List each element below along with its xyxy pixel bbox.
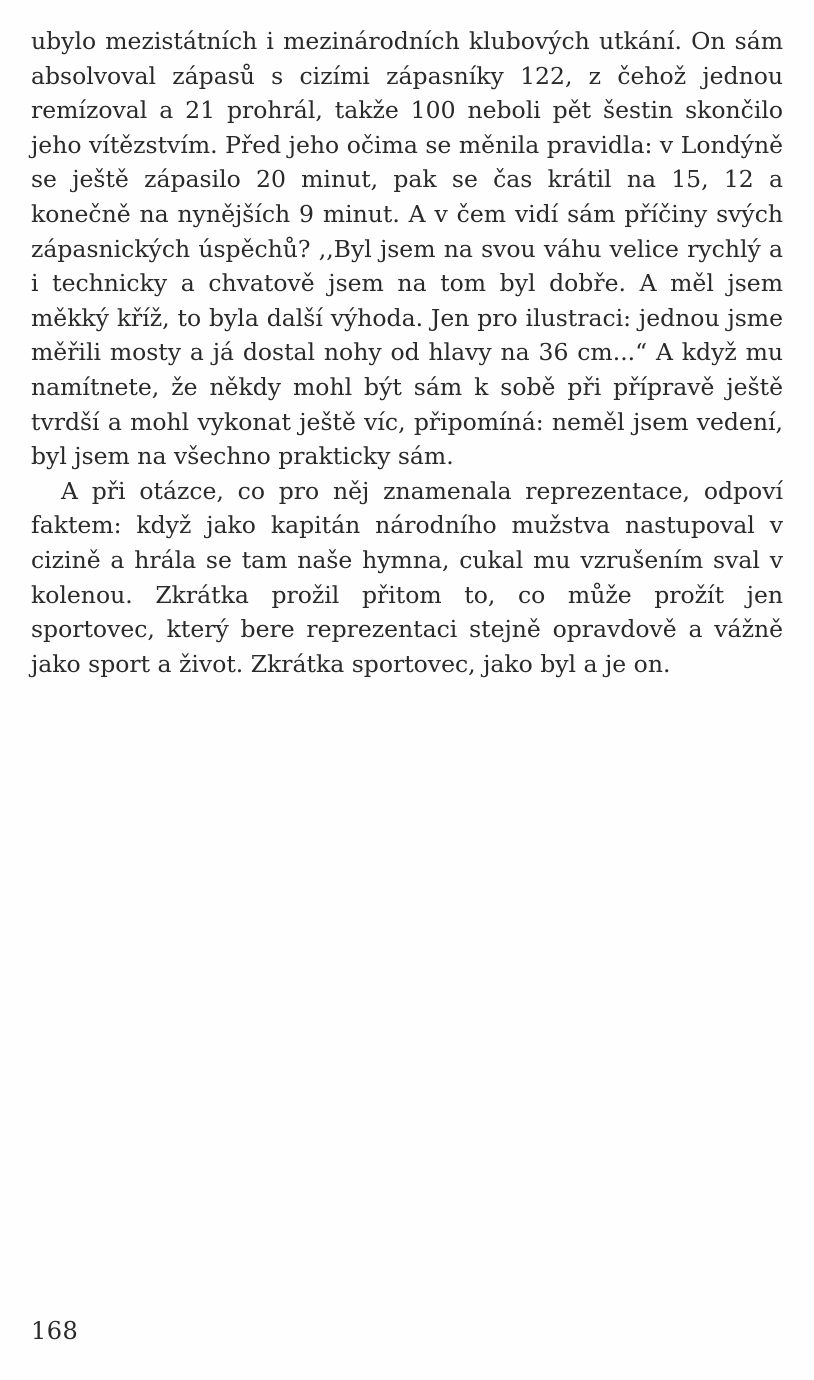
paragraph-2: A při otázce, co pro něj znamenala reprezentace, odpoví faktem: když jako kapitán národního mužstva nastupoval v cizině a hrála se tam naše hymna, cukal mu vzrušením sval v kolenou. Zkrátka prožil přitom to, co může prožít jen sportovec, který bere reprezentaci stejně opravdově a vážně jako sport a život. Zkrátka sportovec, jako byl a je on. — [31, 476, 783, 678]
paragraph-1: ubylo mezistátních i mezinárodních klubových utkání. On sám absolvoval zápasů s cizími zápasníky 122, z čehož jednou remízoval a 21 prohrál, takže 100 neboli pět šestin skončilo jeho vítězstvím. Před jeho očima se měnila pravidla: v Londýně se ještě zápasilo 20 minut, pak se čas krátil na 15, 12 a konečně na nynějších 9 minut. A v čem vidí sám příčiny svých zápasnických úspěchů? ,,Byl jsem na svou váhu velice rychlý a i technicky a chvatově jsem na tom byl dobře. A měl jsem měkký kříž, to byla další výhoda. Jen pro ilustraci: jednou jsme měřili mosty a já dostal nohy od hlavy na 36 cm...“ A když mu namítnete, že někdy mohl být sám k sobě při přípravě ještě tvrdší a mohl vykonat ještě víc, připomíná: neměl jsem vedení, byl jsem na všechno prakticky sám. — [31, 27, 783, 471]
body-text — [31, 24, 783, 681]
page-number: 168 — [31, 1317, 79, 1345]
